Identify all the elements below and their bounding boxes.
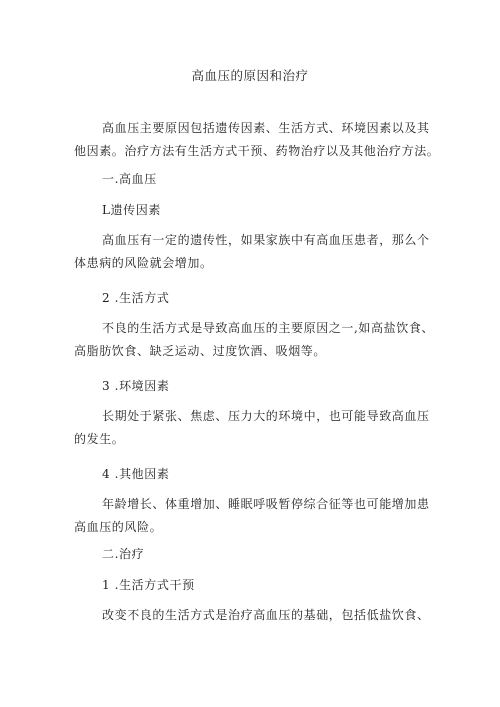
subheading-lifestyle: 2 .生活方式 <box>102 291 170 305</box>
lifestyle-paragraph <box>74 317 434 363</box>
other-factors-line-1: 年龄增长、体重增加、睡眠呼吸暂停综合征等也可能增加患 <box>102 497 430 511</box>
genetic-factors-paragraph <box>74 229 434 275</box>
lifestyle-line-2: 高脂肪饮食、缺乏运动、过度饮酒、吸烟等。 <box>74 344 327 358</box>
lifestyle-line-1: 不良的生活方式是导致高血压的主要原因之一,如高盐饮食、 <box>102 321 435 335</box>
subheading-lifestyle-intervention: 1 .生活方式干预 <box>102 578 195 592</box>
subheading-other-factors: 4 .其他因素 <box>102 467 170 481</box>
environment-line-1: 长期处于紧张、焦虑、压力大的环境中，也可能导致高血压 <box>102 409 430 423</box>
genetic-line-2: 体患病的风险就会增加。 <box>74 256 213 270</box>
intro-line-1: 高血压主要原因包括遗传因素、生活方式、环境因素以及其 <box>102 121 430 135</box>
lifestyle-intervention-paragraph <box>74 604 434 627</box>
section-heading-hypertension: 一.高血压 <box>102 172 157 186</box>
genetic-line-1: 高血压有一定的遗传性，如果家族中有高血压患者，那么个 <box>102 233 430 247</box>
other-factors-line-2: 高血压的风险。 <box>74 520 163 534</box>
subheading-genetic-factors: L遗传因素 <box>102 203 161 217</box>
section-heading-treatment: 二.治疗 <box>102 547 145 561</box>
intervention-line-1: 改变不良的生活方式是治疗高血压的基础，包括低盐饮食、 <box>102 608 430 622</box>
intro-line-2: 他因素。治疗方法有生活方式干预、药物治疗以及其他治疗方法。 <box>74 144 440 158</box>
page-title: 高血压的原因和治疗 <box>191 68 309 83</box>
intro-paragraph <box>74 117 440 163</box>
environment-line-2: 的发生。 <box>74 432 125 446</box>
subheading-environment: 3 .环境因素 <box>102 379 170 393</box>
other-factors-paragraph <box>74 493 434 539</box>
environment-paragraph <box>74 405 434 451</box>
